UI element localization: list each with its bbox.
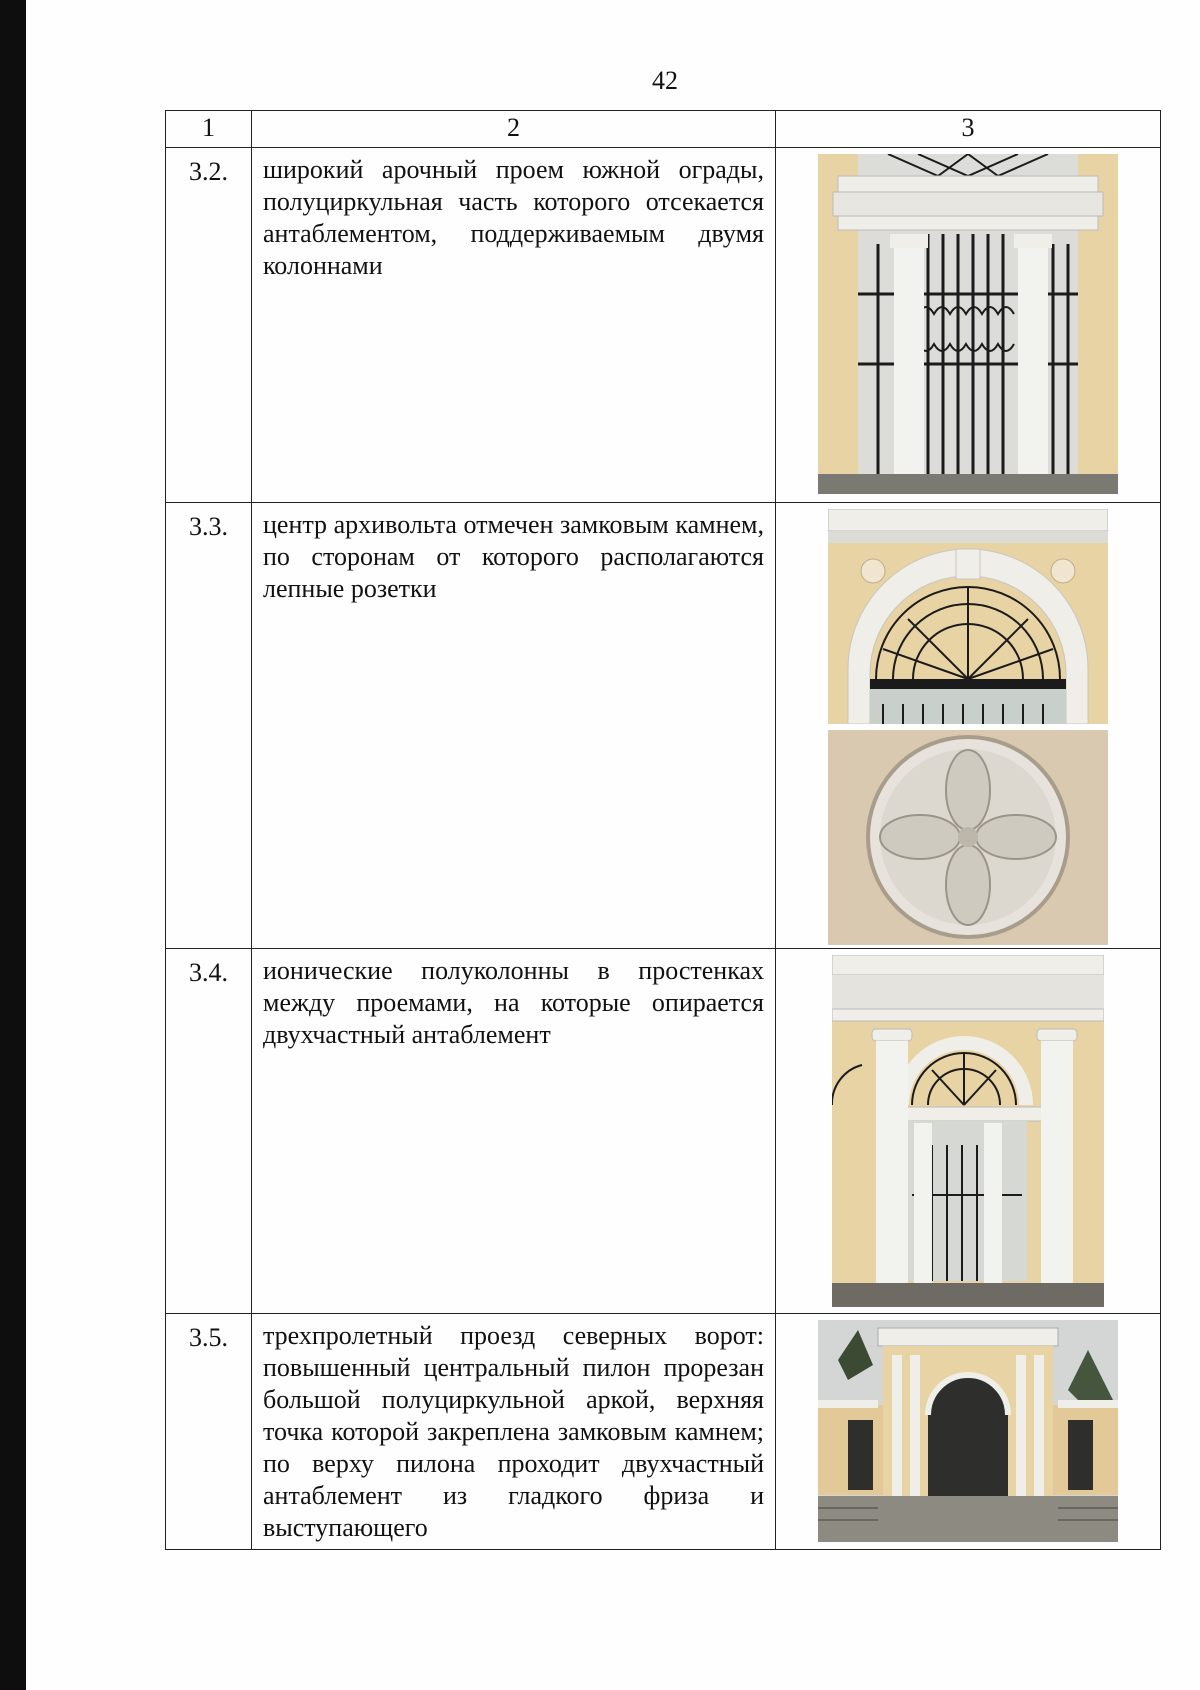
row-description: трехпролетный проезд северных ворот: повышенный центральный пилон прорезан большой полуциркульной аркой, верхняя точка которой закреплена замковым камнем; по верху пилона проходит двухчастный антаблемент из гладкого фриза и выступающего <box>252 1314 776 1550</box>
table-row <box>166 503 1161 949</box>
column-header: 3 <box>776 111 1161 148</box>
row-description: широкий арочный проем южной ограды, полуциркульная часть которого отсекается антаблементом, поддерживаемым двумя колоннами <box>252 148 776 503</box>
row-number: 3.2. <box>166 148 252 503</box>
row-description: центр архивольта отмечен замковым камнем, по сторонам от которого располагаются лепные розетки <box>252 503 776 949</box>
table-header-row <box>166 111 1161 148</box>
table-row <box>166 1314 1161 1550</box>
arch-keystone-photo <box>828 509 1108 724</box>
column-header: 2 <box>252 111 776 148</box>
heritage-elements-table <box>165 110 1161 1550</box>
row-number: 3.4. <box>166 949 252 1314</box>
north-gate-photo <box>818 1320 1118 1542</box>
row-description: ионические полуколонны в простенках между проемами, на которые опирается двухчастный антаблемент <box>252 949 776 1314</box>
scan-edge-bar <box>0 0 26 1690</box>
column-header: 1 <box>166 111 252 148</box>
ionic-columns-photo <box>832 955 1104 1307</box>
rosette-closeup-photo <box>828 730 1108 945</box>
table-row <box>166 148 1161 503</box>
gate-columns-photo <box>818 154 1118 494</box>
page-number: 42 <box>652 66 678 95</box>
row-number: 3.3. <box>166 503 252 949</box>
row-number: 3.5. <box>166 1314 252 1550</box>
table-row <box>166 949 1161 1314</box>
